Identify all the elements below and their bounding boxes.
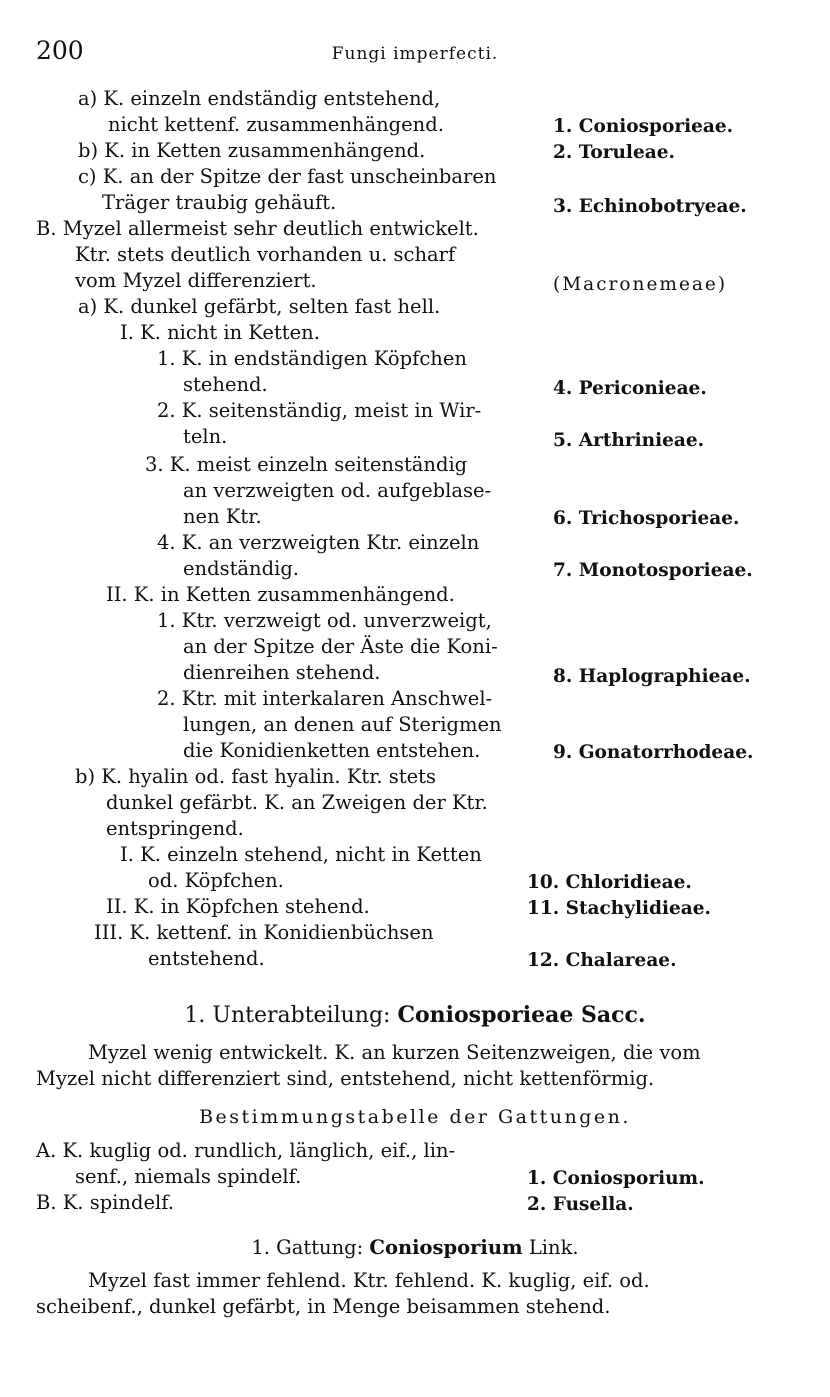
key-line: 3. K. meist einzeln seitenständig [145, 453, 468, 476]
key-result: 2. Toruleae. [553, 142, 675, 163]
running-title: Fungi imperfecti. [331, 44, 499, 64]
key-line: 4. K. an verzweigten Ktr. einzeln [157, 531, 480, 554]
key-line: b) K. hyalin od. fast hyalin. Ktr. stets [75, 765, 437, 788]
key-line: an verzweigten od. aufgeblase- [183, 479, 492, 502]
table-title: Bestimmungstabelle der Gattungen. [199, 1106, 631, 1128]
section-description: Myzel wenig entwickelt. K. an kurzen Seitenzweigen, die vom [88, 1041, 701, 1064]
key-line: entspringend. [106, 817, 244, 840]
section-name: Coniosporieae Sacc. [397, 1002, 646, 1028]
key-line: stehend. [183, 373, 268, 396]
genus-key-line: A. K. kuglig od. rundlich, länglich, eif., lin- [36, 1139, 456, 1162]
key-line: B. Myzel allermeist sehr deutlich entwickelt. [36, 217, 479, 240]
key-line: b) K. in Ketten zusammenhängend. [78, 139, 426, 162]
page-number: 200 [36, 36, 84, 65]
key-line: I. K. einzeln stehend, nicht in Ketten [120, 843, 482, 866]
genus-key-result: 1. Coniosporium. [527, 1168, 705, 1189]
key-line: nicht kettenf. zusammenhängend. [108, 113, 444, 136]
key-result: (Macronemeae) [553, 274, 728, 295]
key-line: 1. K. in endständigen Köpfchen [157, 347, 467, 370]
key-line: 2. Ktr. mit interkalaren Anschwel- [157, 687, 493, 710]
key-line: entstehend. [148, 947, 265, 970]
genus-key-line: B. K. spindelf. [36, 1191, 174, 1214]
key-result: 8. Haplographieae. [553, 666, 751, 687]
key-result: 5. Arthrinieae. [553, 430, 705, 451]
key-line: III. K. kettenf. in Konidienbüchsen [94, 921, 434, 944]
genus-description: scheibenf., dunkel gefärbt, in Menge beisammen stehend. [36, 1295, 611, 1318]
key-result: 6. Trichosporieae. [553, 508, 740, 529]
key-result: 11. Stachylidieae. [527, 898, 711, 919]
key-line: a) K. einzeln endständig entstehend, [78, 87, 441, 110]
key-line: I. K. nicht in Ketten. [120, 321, 320, 344]
genus-description: Myzel fast immer fehlend. Ktr. fehlend. K. kuglig, eif. od. [88, 1269, 650, 1292]
key-line: 1. Ktr. verzweigt od. unverzweigt, [157, 609, 492, 632]
key-line: Träger traubig gehäuft. [102, 191, 337, 214]
key-result: 9. Gonatorrhodeae. [553, 742, 754, 763]
key-line: nen Ktr. [183, 505, 262, 528]
genus-key-result: 2. Fusella. [527, 1194, 634, 1215]
key-result: 7. Monotosporieae. [553, 560, 753, 581]
key-line: endständig. [183, 557, 300, 580]
genus-author: Link. [528, 1236, 579, 1259]
section-description: Myzel nicht differenziert sind, entstehend, nicht kettenförmig. [36, 1067, 655, 1090]
key-line: lungen, an denen auf Sterigmen [183, 713, 502, 736]
genus-name: Coniosporium [369, 1236, 523, 1259]
key-line: II. K. in Ketten zusammenhängend. [106, 583, 455, 606]
key-line: c) K. an der Spitze der fast unscheinbaren [78, 165, 497, 188]
key-line: a) K. dunkel gefärbt, selten fast hell. [78, 295, 441, 318]
key-line: die Konidienketten entstehen. [183, 739, 481, 762]
genus-heading [0, 1236, 830, 1259]
key-line: od. Köpfchen. [148, 869, 284, 892]
section-heading [0, 1002, 830, 1028]
key-result: 4. Periconieae. [553, 378, 707, 399]
key-line: dienreihen stehend. [183, 661, 381, 684]
key-line: Ktr. stets deutlich vorhanden u. scharf [75, 243, 456, 266]
key-line: II. K. in Köpfchen stehend. [106, 895, 370, 918]
key-line: an der Spitze der Äste die Koni- [183, 635, 498, 658]
key-result: 10. Chloridieae. [527, 872, 692, 893]
key-line: 2. K. seitenständig, meist in Wir- [157, 399, 482, 422]
section-prefix: 1. Unterabteilung: [184, 1003, 391, 1028]
key-result: 3. Echinobotryeae. [553, 196, 747, 217]
key-line: dunkel gefärbt. K. an Zweigen der Ktr. [106, 791, 488, 814]
key-result: 12. Chalareae. [527, 950, 677, 971]
key-result: 1. Coniosporieae. [553, 116, 734, 137]
key-line: vom Myzel differenziert. [75, 269, 317, 292]
genus-key-line: senf., niemals spindelf. [75, 1165, 302, 1188]
genus-prefix: 1. Gattung: [251, 1236, 364, 1259]
key-line: teln. [183, 425, 228, 448]
